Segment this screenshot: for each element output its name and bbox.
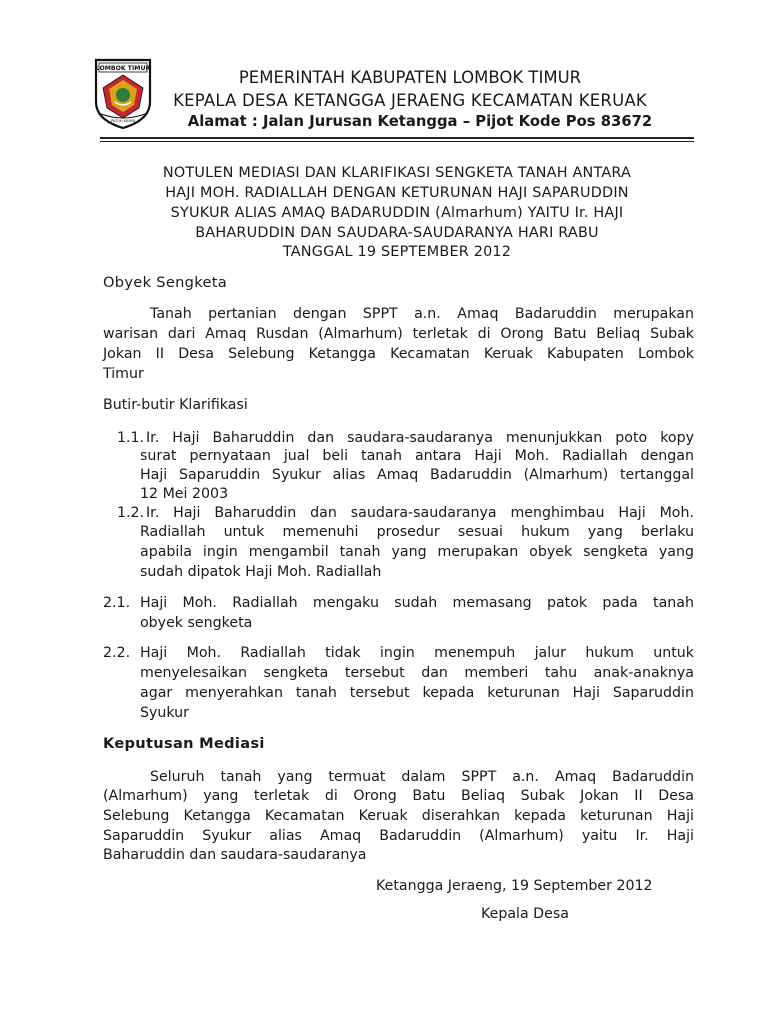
paragraph-line: Baharuddin dan saudara-saudaranya xyxy=(103,847,367,863)
document-title-line: NOTULEN MEDIASI DAN KLARIFIKASI SENGKETA TANAH ANTARA xyxy=(162,165,632,181)
list-item-line: Radiallah untuk memenuhi prosedur sesuai hukum yang berlaku xyxy=(140,524,694,540)
paragraph-line: Timur xyxy=(103,366,144,382)
section-heading-klarifikasi: Butir-butir Klarifikasi xyxy=(103,397,248,413)
logo-label: LOMBOK TIMUR xyxy=(95,65,151,72)
list-item-number: 2.2. xyxy=(103,645,131,661)
section-heading-keputusan: Keputusan Mediasi xyxy=(103,735,265,752)
document-title-line: HAJI MOH. RADIALLAH DENGAN KETURUNAN HAJI SAPARUDDIN xyxy=(165,185,629,201)
letterhead-village: KEPALA DESA KETANGGA JERAENG KECAMATAN KERUAK xyxy=(173,91,647,110)
document-title-line: BAHARUDDIN DAN SAUDARA-SAUDARANYA HARI RABU xyxy=(195,225,599,241)
list-item-line: surat pernyataan jual beli tanah antara Haji Moh. Radiallah dengan xyxy=(140,448,694,464)
section-heading-obyek: Obyek Sengketa xyxy=(103,274,227,291)
list-item-line: Ir. Haji Baharuddin dan saudara-saudaranya menunjukkan poto kopy xyxy=(146,430,694,446)
document-title-line: TANGGAL 19 SEPTEMBER 2012 xyxy=(282,244,512,260)
list-item-line: agar menyerahkan tanah tersebut kepada keturunan Haji Saparuddin xyxy=(140,685,694,701)
list-item-line: apabila ingin mengambil tanah yang merupakan obyek sengketa yang xyxy=(140,544,694,560)
list-item-number: 1.1. xyxy=(117,430,145,446)
paragraph-line: Jokan II Desa Selebung Ketangga Kecamatan Keruak Kabupaten Lombok xyxy=(103,346,694,362)
list-item-line: Haji Saparuddin Syukur alias Amaq Badaruddin (Almarhum) tertanggal xyxy=(140,467,694,483)
signature-role: Kepala Desa xyxy=(481,906,569,922)
list-item-line: Haji Moh. Radiallah tidak ingin menempuh jalur hukum untuk xyxy=(140,645,694,661)
list-item-number: 1.2. xyxy=(117,505,145,521)
list-item-line: Haji Moh. Radiallah mengaku sudah memasang patok pada tanah xyxy=(140,595,694,611)
paragraph-line: warisan dari Amaq Rusdan (Almarhum) terletak di Orong Batu Beliaq Subak xyxy=(103,326,694,342)
logo-motto: PATUH KARYA xyxy=(110,119,136,123)
paragraph-line: Seluruh tanah yang termuat dalam SPPT a.n. Amaq Badaruddin xyxy=(150,769,694,785)
list-item-line: Syukur xyxy=(140,705,189,721)
paragraph-line: Saparuddin Syukur alias Amaq Badaruddin (Almarhum) yaitu Ir. Haji xyxy=(103,828,694,844)
letterhead-rule-thick xyxy=(100,137,694,139)
paragraph-line: (Almarhum) yang terletak di Orong Batu Beliaq Subak Jokan II Desa xyxy=(103,788,694,804)
paragraph-line: Selebung Ketangga Kecamatan Keruak diserahkan kepada keturunan Haji xyxy=(103,808,694,824)
list-item-line: menyelesaikan sengketa tersebut dan memberi tahu anak-anaknya xyxy=(140,665,694,681)
list-item-line: 12 Mei 2003 xyxy=(140,486,229,502)
list-item-number: 2.1. xyxy=(103,595,131,611)
letterhead-address: Alamat : Jalan Jurusan Ketangga – Pijot Kode Pos 83672 xyxy=(187,113,653,130)
document-title-line: SYUKUR ALIAS AMAQ BADARUDDIN (Almarhum) YAITU Ir. HAJI xyxy=(170,205,624,221)
list-item-line: Ir. Haji Baharuddin dan saudara-saudaranya menghimbau Haji Moh. xyxy=(146,505,694,521)
signature-place-date: Ketangga Jeraeng, 19 September 2012 xyxy=(376,878,653,894)
list-item-line: obyek sengketa xyxy=(140,615,253,631)
letterhead-government: PEMERINTAH KABUPATEN LOMBOK TIMUR xyxy=(238,68,582,87)
list-item-line: sudah dipatok Haji Moh. Radiallah xyxy=(140,564,382,580)
paragraph-line: Tanah pertanian dengan SPPT a.n. Amaq Badaruddin merupakan xyxy=(150,306,694,322)
letterhead-rule-thin xyxy=(100,141,694,142)
